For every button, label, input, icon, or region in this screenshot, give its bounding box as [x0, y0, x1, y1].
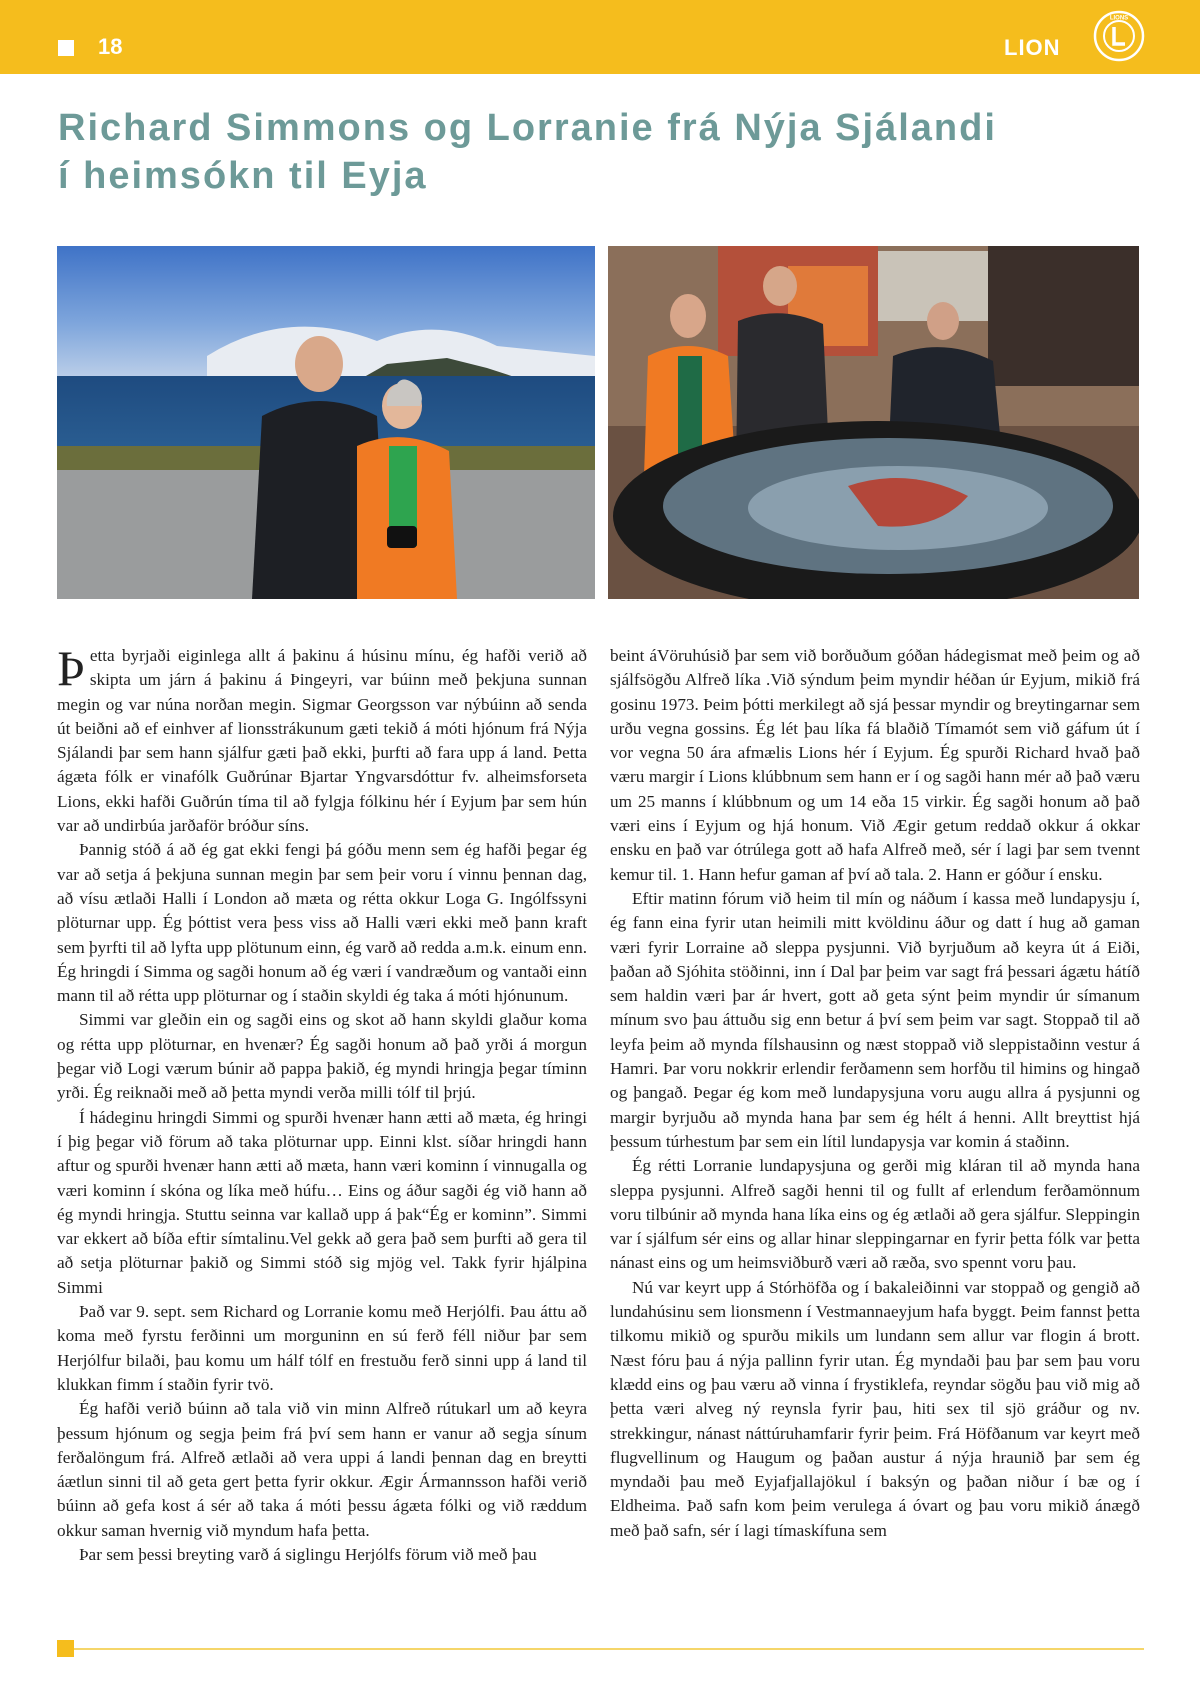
page-number: 18	[98, 34, 123, 59]
title-line-1: Richard Simmons og Lorranie frá Nýja Sjálandi	[58, 107, 997, 149]
article-title	[58, 104, 1138, 200]
paragraph: Eftir matinn fórum við heim til mín og náðum í kassa með lundapysju í, ég fann eina fyrir utan heimili mitt kvöldinu áður og datt í hug að gaman væri fyrir Lorraine að sleppa pysjunni. Við byrjuðum að keyra út á Eiði, þaðan að Sjóhita stöðinni, inn í Dal þar þeim var sagt frá þessari ágætu hátíð sem haldin væri þar ár hvert, gott að geta sýnt þeim myndir úr símanum mínum svo þau áttuðu sig enn betur á því sem þeim var sagt. Stoppað til að leyfa þeim að mynda fílshausinn og næst stoppað við sleppistaðinn vestur á Hamri. Þar voru nokkrir erlendir ferðamenn sem horfðu til himins og hingað og þangað. Þegar ég kom með lundapysjuna voru augu allra á pysjunni og margir byrjuðu að mynda hana þar sem ég hélt á henni. Allt breyttist hjá þessum túrhestum þar sem ein lítil lundapysja var komin á staðinn.	[610, 888, 1140, 1151]
drop-cap: Þ	[57, 640, 85, 696]
magazine-name: LION	[1004, 35, 1061, 60]
article-column-right	[610, 644, 1140, 1543]
svg-text:LIONS: LIONS	[1109, 15, 1129, 22]
paragraph: beint áVöruhúsið þar sem við borðuðum góðan hádegismat með þeim og að sjálfsögðu Alfreð líka .Við sýndum þeim myndir héðan úr Eyjum, mikið frá gosinu 1973. Þeim þótti merkilegt að sjá þessar myndir og breytingarnar sem urðu vegna gossins. Ég lét þau líka fá blaðið Tímamót sem við gáfum út í vor vegna 50 ára afmælis Lions hér í Eyjum. Ég spurði Richard hvað það væru margir í Lions klúbbnum sem hann er í og sagði hann mér að það væru um 25 manns í klúbbnum og um 14 eða 15 virkir. Ég sagði honum að það væri eins í Eyjum og hjá honum. Við Ægir getum reddað okkur á okkar ensku en það var ótrúlega gott að hafa Alfreð með, sér í lagi þar sem tvennt kemur til. 1. Hann hefur gaman af því að tala. 2. Hann er góður í ensku.	[610, 646, 1140, 884]
paragraph: Í hádeginu hringdi Simmi og spurði hvenær hann ætti að mæta, ég hringi í þig þegar við förum að taka plöturnar upp. Einni klst. síðar hringdi hann aftur og spurði hvenær hann ætti að mæta, hann væri kominn í vinnugalla og væri kominn í skóna og líka með húfu… Eins og áður sagði ég við hann að ég myndi hringja. Stuttu seinna var kallað upp á þak“Ég er kominn”. Simmi var ekkert að bíða eftir símtalinu.Vel gekk að gera það sem þurfti að gera til að setja plöturnar þakið og Simmi stóð sig mjög vel. Takk fyrir hjálpina Simmi	[57, 1107, 587, 1297]
paragraph: Þar sem þessi breyting varð á siglingu Herjólfs förum við með þau	[79, 1544, 537, 1564]
header-bar	[0, 0, 1200, 74]
page-marker-square	[58, 40, 74, 56]
paragraph-text: etta byrjaði eiginlega allt á þakinu á húsinu mínu, ég hafði verið að skipta um járn á þakinu á Þingeyri, var búinn með þekjuna sunnan megin og var núna norðan megin. Sigmar Georgsson var nýbúinn að senda út beiðni að ef einhver af lionsstrákunum gæti tekið á móti hjónum frá Nýja Sjálandi þar sem hann sjálfur gæti það ekki, þurfti að fara upp á land. Þetta ágæta fólk er vinafólk Guðrúnar Bjartar Yngvarsdóttur fv. alheimsforseta Lions, ekki hafði Guðrún tíma til að fylgja fólkinu hér í Eyjum þar sem hún var að undirbúa jarðaför bróður síns.	[57, 646, 587, 836]
lions-logo-icon	[1093, 10, 1145, 62]
paragraph: Þannig stóð á að ég gat ekki fengi þá góðu menn sem ég hafði þegar ég var að setja á þekjuna sunnan megin þar sem þeir voru í vinnu þennan dag, að vísu ætlaði Halli í London að mæta og rétta okkur Loga G. Ingólfssyni plöturnar upp. Ég þóttist vera þess viss að Halli væri ekki með þann kraft sem þyrfti til að lyfta upp plötunum einn, ég varð að redda a.m.k. einum enn. Ég hringdi í Simma og sagði honum að ég væri í vandræðum og vantaði einn mann til að rétta upp plöturnar og í staðin skyldi ég taka á móti hjónunum.	[57, 840, 587, 1006]
paragraph	[57, 640, 587, 838]
photo-museum-visit	[608, 246, 1139, 599]
footer-marker-square	[57, 1640, 74, 1657]
footer-rule	[74, 1648, 1144, 1650]
photo-couple-by-sea	[57, 246, 595, 599]
paragraph: Það var 9. sept. sem Richard og Lorranie komu með Herjólfi. Þau áttu að koma með fyrstu ferðinni um morguninn en sú ferð féll niður þar sem Herjólfur bilaði, þau komu um hálf tólf en frestuðu ferð sinni upp á land til klukkan fimm í staðin fyrir tvö.	[57, 1302, 587, 1394]
title-line-2: í heimsókn til Eyja	[58, 155, 428, 197]
paragraph: Ég hafði verið búinn að tala við vin minn Alfreð rútukarl um að keyra þessum hjónum og segja þeim frá því sem hann er vanur að segja sínum ferðalöngum frá. Alfreð ætlaði að vera uppi á landi þennan dag en breytti áætlun sinni til að geta gert þetta fyrir okkur. Ægir Ármannsson hafði verið búinn að gefa kost á sér að taka á móti þessu ágæta fólki og við ræddum okkur saman hvernig við myndum hafa þetta.	[57, 1399, 587, 1540]
article-column-left	[57, 640, 587, 1567]
paragraph: Ég rétti Lorranie lundapysjuna og gerði mig kláran til að mynda hana sleppa pysjunni. Alfreð sagði henni til og fullt af erlendum ferðamönnum voru tilbúnir að mynda hana líka eins og ég ætlaði að gera sjálfur. Sleppingin var í sjálfum sér eins og allar hinar sleppingarnar en fyrir þetta fólk var þetta nánast eins og um heimsviðburð væri að ræða, svo spennt voru þau.	[610, 1156, 1140, 1273]
paragraph: Nú var keyrt upp á Stórhöfða og í bakaleiðinni var stoppað og gengið að lundahúsinu sem lionsmenn í Vestmannaeyjum hafa byggt. Þeim fannst þetta tilkomu mikið og spurðu mikils um lundann sem allur var flogin á brott. Næst fóru þau á nýja pallinn fyrir utan. Ég myndaði þau þar sem þau voru klædd eins og þau væru að vinna í frystiklefa, reyndar sögðu þau við mig að þetta væri alveg ný reynsla fyrir þau, hiti sex til sjö gráður og nv. strekkingur, nánast náttúruhamfarir fyrir þeim. Frá Höfðanum var keyrt með flugvellinum og Haugum og þaðan austur á nýja hraunið þar sem ég myndaði þau með Eyjafjallajökul í baksýn og þaðan niður í bæ og í Eldheima. Það safn kom þeim verulega á óvart og þau voru mikið ánægð með það safn, sér í lagi tímaskífuna sem	[610, 1277, 1140, 1540]
paragraph: Simmi var gleðin ein og sagði eins og skot að hann skyldi glaður koma og rétta upp plöturnar, en hvenær? Ég sagði honum að það yrði á morgun þegar við Logi værum búnir að pappa þakið, ég myndi hringja þegar tíminn yrði. Ég reiknaði með að þetta myndi verða milli tólf til þrjú.	[57, 1010, 587, 1103]
